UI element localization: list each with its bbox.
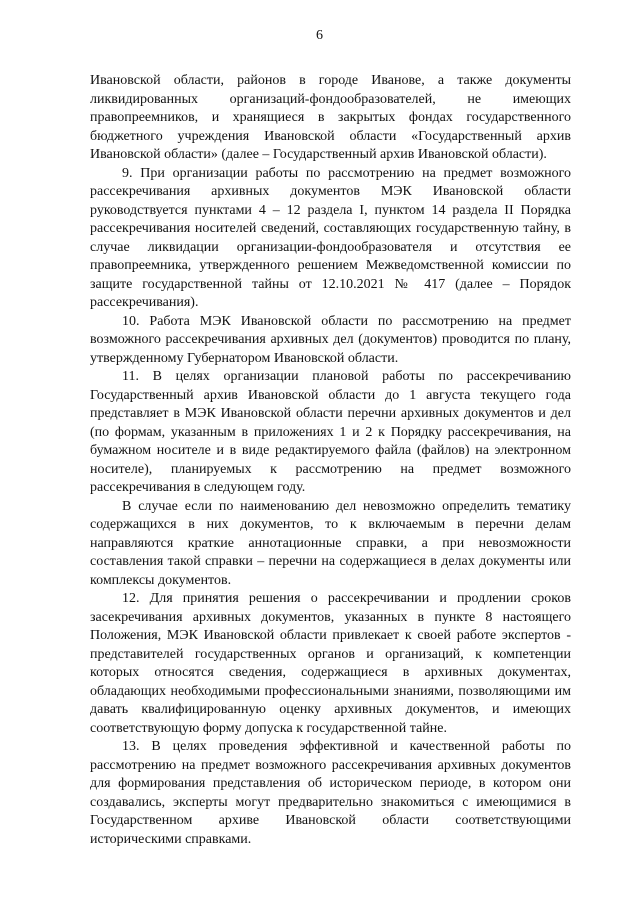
paragraph-item-11-note: В случае если по наименованию дел невозможно определить тематику содержащихся в них документов, то к включаемым в перечни делам направляются краткие аннотационные справки, а при невозможности составления такой справки – перечни на содержащиеся в делах документы или комплексы документов.	[90, 498, 571, 588]
paragraph-item-11: 11. В целях организации плановой работы по рассекречиванию Государственный архив Ивановской области до 1 августа текущего года представляет в МЭК Ивановской области перечни архивных документов и дел (по формам, указанным в приложениях 1 и 2 к Порядку рассекречивания, на бумажном носителе и в виде редактируемого файла (файлов) на электронном носителе), планируемых к рассмотрению на предмет возможного рассекречивания в следующем году.	[90, 369, 571, 495]
document-body	[90, 72, 571, 849]
paragraph-item-10: 10. Работа МЭК Ивановской области по рассмотрению на предмет возможного рассекречивания архивных дел (документов) проводится по плану, утвержденному Губернатором Ивановской области.	[90, 313, 571, 366]
paragraph-item-13: 13. В целях проведения эффективной и качественной работы по рассмотрению на предмет возможного рассекречивания архивных документов для формирования представления об историческом периоде, в котором они создавались, эксперты могут предварительно знакомиться с имеющимися в Государственном архиве Ивановской области соответствующими историческими справками.	[90, 739, 571, 847]
paragraph-item-12: 12. Для принятия решения о рассекречивании и продлении сроков засекречивания архивных документов, указанных в пункте 8 настоящего Положения, МЭК Ивановской области привлекает к своей работе экспертов - представителей государственных органов и организаций, к компетенции которых относятся сведения, содержащиеся в архивных документах, обладающих необходимыми профессиональными знаниями, позволяющими им давать квалифицированную оценку архивных документов, и имеющих соответствующую форму допуска к государственной тайне.	[90, 591, 571, 736]
paragraph-continuation: Ивановской области, районов в городе Иванове, а также документы ликвидированных организаций-фондообразователей, не имеющих правопреемников, и хранящиеся в закрытых фондах государственного бюджетного учреждения Ивановской области «Государственный архив Ивановской области» (далее – Государственный архив Ивановской области).	[90, 73, 571, 162]
paragraph-item-9: 9. При организации работы по рассмотрению на предмет возможного рассекречивания архивных документов МЭК Ивановской области руководствуется пунктами 4 – 12 раздела I, пунктом 14 раздела II Порядка рассекречивания носителей сведений, составляющих государственную тайну, в случае ликвидации организации-фондообразователя и отсутствия ее правопреемника, утвержденного решением Межведомственной комиссии по защите государственной тайны от 12.10.2021 № 417 (далее – Порядок рассекречивания).	[90, 165, 571, 310]
page-number: 6	[316, 28, 323, 43]
